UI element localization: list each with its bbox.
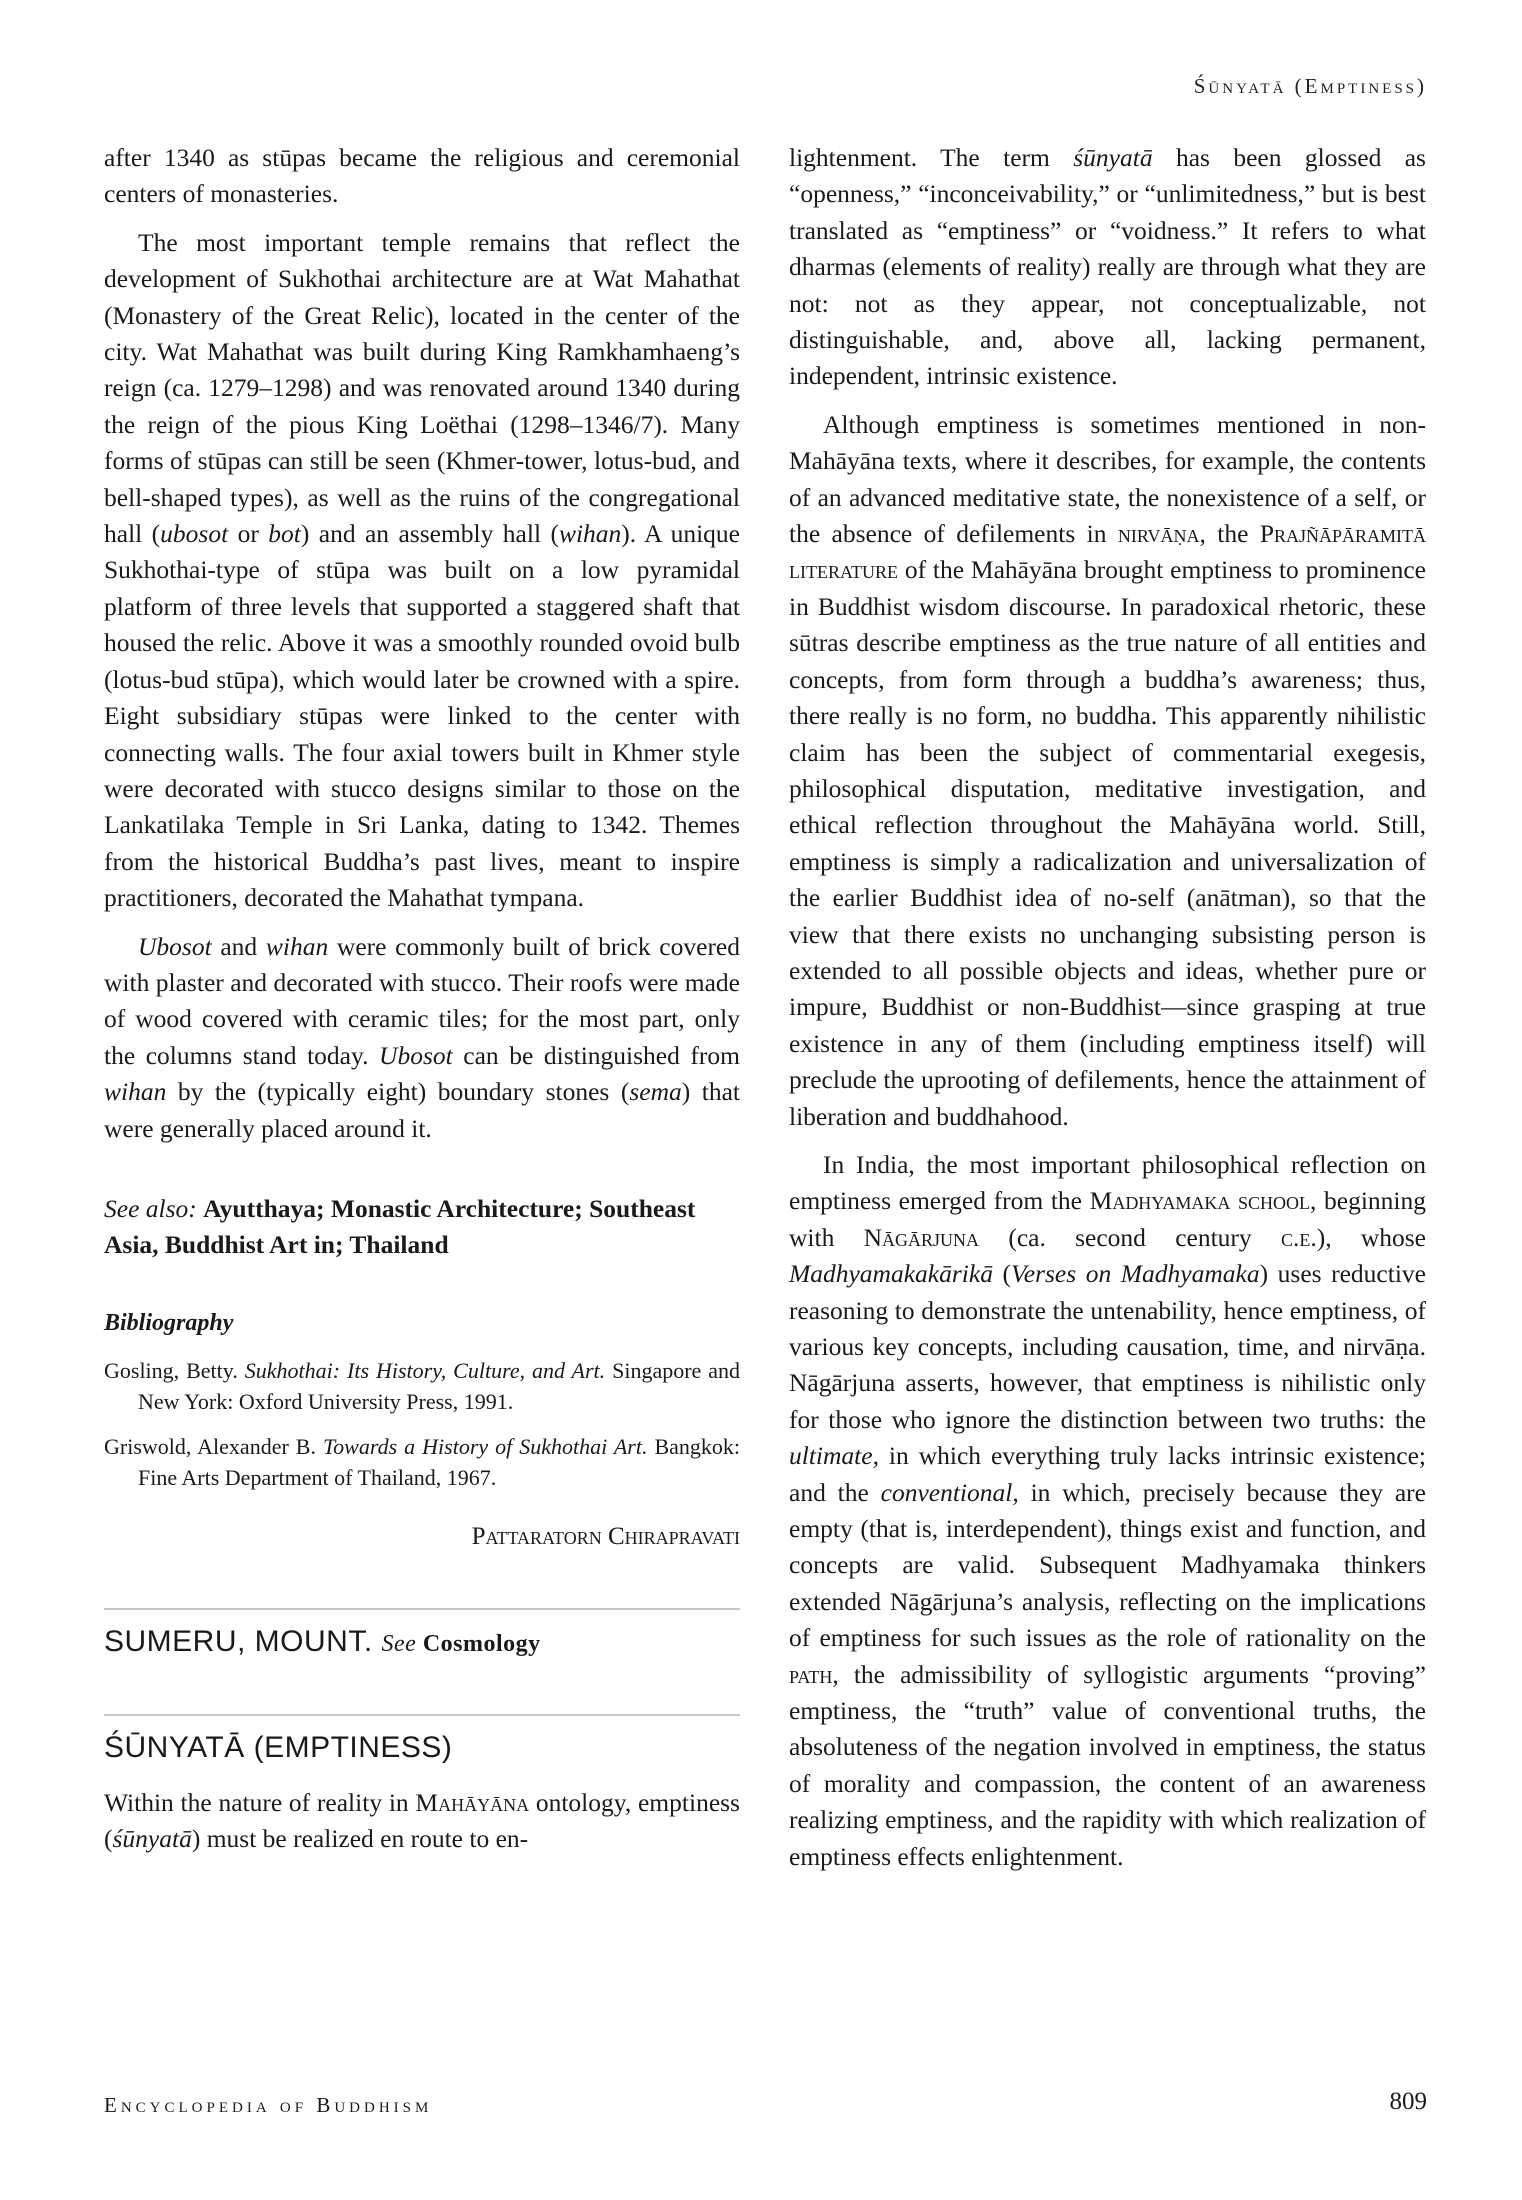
paragraph: Within the nature of reality in Mahāyāna ontology, emptiness (śūnyatā) must be realized en route to en-	[104, 1787, 740, 1853]
paragraph: The most important temple remains that reflect the development of Sukhothai architecture are at Wat Mahathat (Monastery of the Great Relic), located in the center of the city. Wat Mahathat was built during King Ramkhamhaeng’s reign (ca. 1279–1298) and was renovated around 1340 during the reign of the pious King Loëthai (1298–1346/7). Many forms of stūpas can still be seen (Khmer-tower, lotus-bud, and bell-shaped types), as well as the ruins of the congregational hall (ubosot or bot) and an assembly hall (wihan). A unique Sukhothai-type of stūpa was built on a low pyramidal platform of three levels that supported a staggered shaft that housed the relic. Above it was a smoothly rounded ovoid bulb (lotus-bud stūpa), which would later be crowned with a spire. Eight subsidiary stūpas were linked to the center with connecting walls. The four axial towers built in Khmer style were decorated with stucco designs similar to those on the Lankatilaka Temple in Sri Lanka, dating to 1342. Themes from the historical Buddha’s past lives, meant to inspire practitioners, decorated the Mahathat tympana.	[104, 227, 741, 913]
paragraph: Ubosot and wihan were commonly built of brick covered with plaster and decorated with stucco. Their roofs were made of wood covered with ceramic tiles; for the most part, only the columns stand today. Ubosot can be distinguished from wihan by the (typically eight) boundary stones (sema) that were generally placed around it.	[104, 931, 741, 1143]
bibliography-entry: Gosling, Betty. Sukhothai: Its History, Culture, and Art. Singapore and New York: Oxford University Press, 1991.	[104, 1358, 741, 1415]
see-also-links[interactable]: Ayutthaya; Monastic Architecture; Southeast Asia, Buddhist Art in; Thailand	[104, 1193, 696, 1259]
article-author: Pattaratorn Chirapravati	[471, 1523, 740, 1551]
cross-reference-link[interactable]: Madhyamaka school	[1089, 1186, 1310, 1216]
cross-reference-link[interactable]: nirvāṇa	[1117, 519, 1200, 549]
paragraph: In India, the most important philosophical reflection on emptiness emerged from the Madhyamaka school, beginning with Nāgārjuna (ca. second century c.e.), whose Madhyamakakārikā (Verses on Madhyamaka) uses reductive reasoning to demonstrate the untenability, hence emptiness, of various key concepts, including causation, time, and nirvāṇa. Nāgārjuna asserts, however, that emptiness is nihilistic only for those who ignore the distinction between two truths: the ultimate, in which everything truly lacks intrinsic existence; and the conventional, in which, precisely because they are empty (that is, interdependent), things exist and function, and concepts are valid. Subsequent Madhyamaka thinkers extended Nāgārjuna’s analysis, reflecting on the implications of emptiness for such issues as the role of rationality on the path, the admissibility of syllogistic arguments “proving” emptiness, the “truth” value of conventional truths, the absoluteness of the negation involved in emptiness, the status of morality and compassion, the content of an awareness realizing emptiness, and the rapidity with which realization of emptiness effects enlightenment.	[789, 1149, 1427, 1871]
entry-heading-sunyata: ŚŪNYATĀ (EMPTINESS)	[104, 1731, 453, 1765]
cross-reference-link[interactable]: path	[789, 1659, 833, 1689]
paragraph: lightenment. The term śūnyatā has been glossed as “openness,” “inconceivability,” or “unlimitedness,” but is best translated as “emptiness” or “voidness.” It refers to what dharmas (elements of reality) really are through what they are not: not as they appear, not conceptualizable, not distinguishable, and, above all, lacking permanent, independent, intrinsic existence.	[789, 143, 1426, 391]
footer-book-title: Encyclopedia of Buddhism	[104, 2093, 433, 2117]
bibliography-heading: Bibliography	[104, 1309, 234, 1336]
paragraph: Although emptiness is sometimes mentioned in non-Mahāyāna texts, where it describes, for example, the contents of an advanced meditative state, the nonexistence of a self, or the absence of defilements in nirvāṇa, the Prajñāpāramitā literature of the Mahāyāna brought emptiness to prominence in Buddhist wisdom discourse. In paradoxical rhetoric, these sūtras describe emptiness as the true nature of all entities and concepts, from form through a buddha’s awareness; thus, there really is no form, no buddha. This apparently nihilistic claim has been the subject of commentarial exegesis, philosophical disputation, meditative investigation, and ethical reflection throughout the Mahāyāna world. Still, emptiness is simply a radicalization and universalization of the earlier Buddhist idea of no-self (anātman), so that the view that there exists no unchanging subsisting person is extended to all possible objects and ideas, whether pure or impure, Buddhist or non-Buddhist—since grasping at true existence in any of them (including emptiness itself) will preclude the uprooting of defilements, hence the attainment of liberation and buddhahood.	[789, 409, 1427, 1131]
entry-divider	[104, 1714, 740, 1716]
entry-divider	[104, 1608, 740, 1610]
cross-reference-link[interactable]: Cosmology	[422, 1630, 541, 1657]
left-column	[104, 140, 740, 1869]
paragraph: after 1340 as stūpas became the religious and ceremonial centers of monasteries.	[104, 143, 740, 209]
running-head: Śūnyatā (Emptiness)	[1193, 74, 1427, 98]
cross-reference-link[interactable]: Nāgārjuna	[863, 1222, 980, 1252]
right-column	[789, 140, 1426, 1887]
see-also: See also: Ayutthaya; Monastic Architecture; Southeast Asia, Buddhist Art in; Thailand	[104, 1193, 696, 1259]
cross-reference-link[interactable]: Prajñāpāramitā literature	[789, 519, 1427, 585]
entry-heading-sumeru: SUMERU, MOUNT. See Cosmology	[104, 1624, 541, 1658]
page-number: 809	[1389, 2088, 1427, 2115]
bibliography-entry: Griswold, Alexander B. Towards a History of Sukhothai Art. Bangkok: Fine Arts Department of Thailand, 1967.	[104, 1434, 740, 1491]
